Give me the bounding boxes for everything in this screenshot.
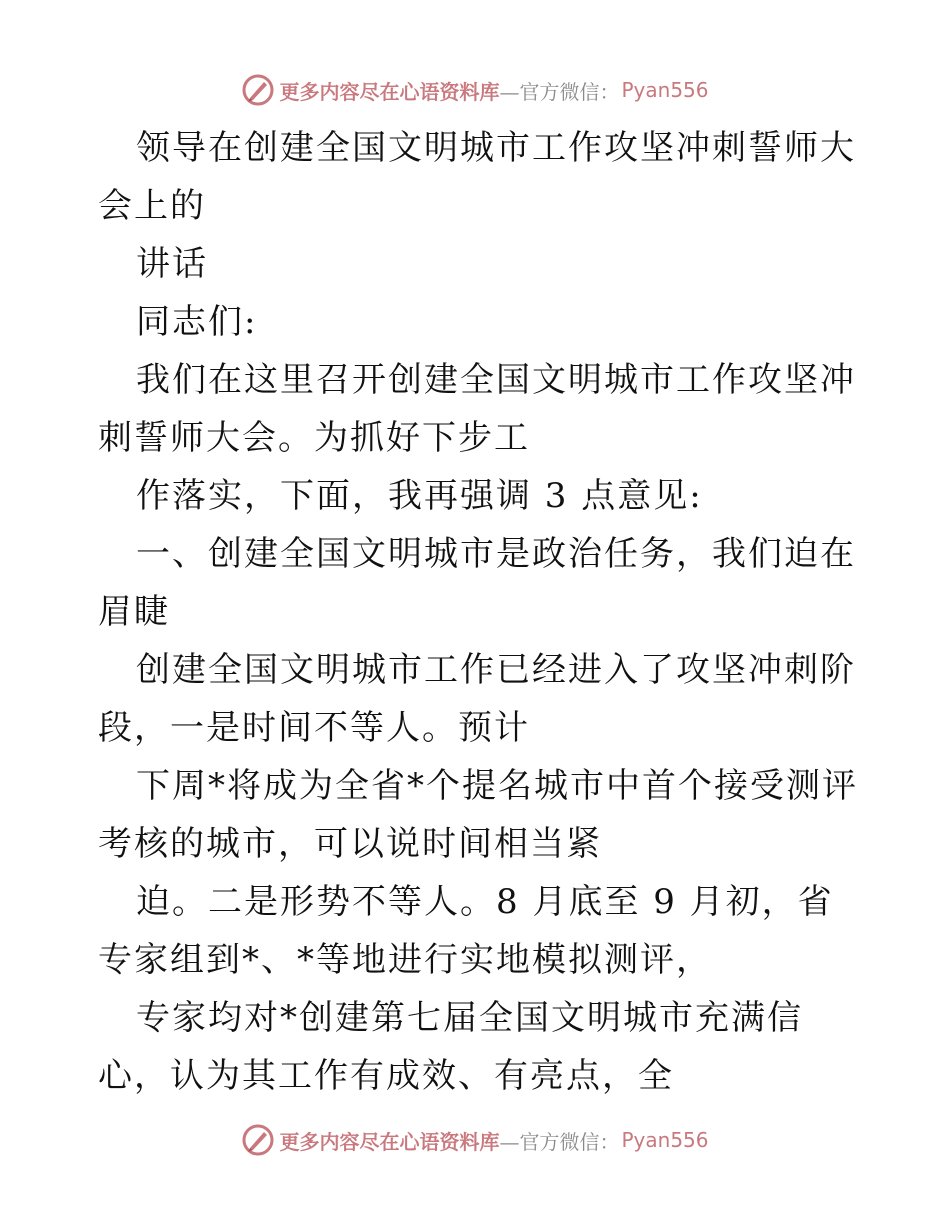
document-body bbox=[98, 119, 858, 1105]
paragraph-intro: 我们在这里召开创建全国文明城市工作攻坚冲刺誓师大会。为抓好下步工 bbox=[98, 360, 856, 458]
paragraph-heading-1: 一、创建全国文明城市是政治任务，我们迫在眉睫 bbox=[98, 534, 856, 632]
paragraph-salutation: 同志们: bbox=[136, 302, 258, 342]
paragraph-intro-cont: 作落实，下面，我再强调 3 点意见: bbox=[136, 476, 703, 516]
banner-brand-text: 更多内容尽在心语资料库 bbox=[279, 79, 500, 104]
paragraph-body-4: 专家均对*创建第七届全国文明城市充满信心，认为其工作有成效、有亮点，全 bbox=[98, 998, 803, 1096]
banner-wechat-id: Pyan556 bbox=[621, 78, 709, 102]
paragraph-body-1: 创建全国文明城市工作已经进入了攻坚冲刺阶段，一是时间不等人。预计 bbox=[98, 650, 856, 748]
banner-wechat-id: Pyan556 bbox=[621, 1128, 709, 1152]
header-watermark bbox=[0, 68, 950, 112]
paragraph-body-3: 迫。二是形势不等人。8 月底至 9 月初，省专家组到*、*等地进行实地模拟测评， bbox=[98, 882, 834, 980]
banner-wechat-label: —官方微信： bbox=[499, 1129, 620, 1154]
paragraph-title-2: 讲话 bbox=[136, 244, 208, 284]
banner-wechat-label: —官方微信： bbox=[499, 79, 620, 104]
paragraph-body-2: 下周*将成为全省*个提名城市中首个接受测评考核的城市，可以说时间相当紧 bbox=[98, 766, 858, 864]
pen-logo-icon bbox=[241, 1123, 275, 1157]
footer-watermark bbox=[0, 1118, 950, 1162]
pen-logo-icon bbox=[241, 73, 275, 107]
banner-brand-text: 更多内容尽在心语资料库 bbox=[279, 1129, 500, 1154]
paragraph-title-1: 领导在创建全国文明城市工作攻坚冲刺誓师大会上的 bbox=[98, 128, 856, 226]
